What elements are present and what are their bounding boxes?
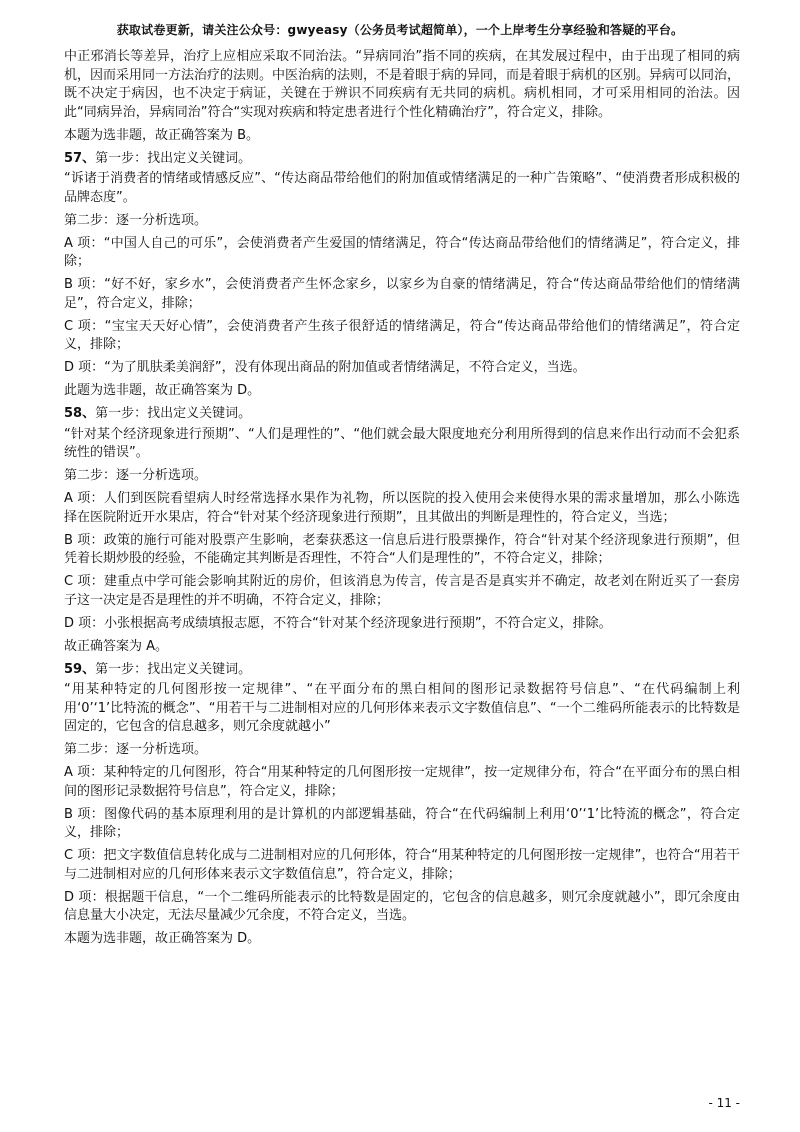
q57-keywords: “诉诸于消费者的情绪或情感反应”、“传达商品带给他们的附加值或情绪满足的一种广告策略”、“使消费者形成积极的品牌态度”。 <box>64 171 740 205</box>
q59-option-b: B 项：图像代码的基本原理利用的是计算机的内部逻辑基础，符合“在代码编制上利用‘0’‘1’比特流的概念”，符合定义，排除； <box>64 806 740 840</box>
q58-step1: 第一步：找出定义关键词。 <box>95 406 252 421</box>
q59-option-a: A 项：某种特定的几何图形，符合“用某种特定的几何图形按一定规律”，按一定规律分布，符合“在平面分布的黑白相间的图形记录数据符号信息”，符合定义，排除； <box>64 765 740 799</box>
q57-step2: 第二步：逐一分析选项。 <box>64 212 208 228</box>
q57-number: 57、 <box>64 150 96 166</box>
q59-heading <box>64 661 740 680</box>
q59-keywords: “用某种特定的几何图形按一定规律”、“在平面分布的黑白相间的图形记录数据符号信息”、“在代码编制上利用‘0’‘1’比特流的概念”、“用若干与二进制相对应的几何形体来表示文字数值信息”、“一个二维码所能表示的比特数是固定的，它包含的信息越多，则冗余度就越小” <box>64 682 740 734</box>
q57-option-d: D 项：“为了肌肤柔美润舒”，没有体现出商品的附加值或者情绪满足，不符合定义，当选。 <box>64 360 586 375</box>
q58-number: 58、 <box>64 406 96 421</box>
q58-keywords: “针对某个经济现象进行预期”、“人们是理性的”、“他们就会最大限度地充分利用所得到的信息来作出行动而不会犯系统性的错误”。 <box>64 426 740 460</box>
document-body <box>64 48 740 953</box>
q59-option-d: D 项：根据题干信息，“一个二维码所能表示的比特数是固定的，它包含的信息越多，则冗余度就越小”，即冗余度由信息量大小决定，无法尽量减少冗余度，不符合定义，当选。 <box>64 889 740 923</box>
q59-answer: 本题为选非题，故正确答案为 D。 <box>64 931 261 946</box>
q58-step2: 第二步：逐一分析选项。 <box>64 468 208 483</box>
q58-option-b: B 项：政策的施行可能对股票产生影响，老秦获悉这一信息后进行股票操作，符合“针对某个经济现象进行预期”，但凭着长期炒股的经验，不能确定其判断是否理性，不符合“人们是理性的”，不符合定义，排除； <box>64 532 740 566</box>
page-number: - 11 - <box>708 1096 740 1110</box>
q58-answer: 故正确答案为 A。 <box>64 638 169 654</box>
q56-answer: 本题为选非题，故正确答案为 B。 <box>64 127 260 143</box>
q58-option-a: A 项：人们到医院看望病人时经常选择水果作为礼物，所以医院的投入使用会来使得水果的需求量增加，那么小陈选择在医院附近开水果店，符合“针对某个经济现象进行预期”，且其做出的判断是理性的，符合定义，当选； <box>64 491 740 525</box>
q59-step2: 第二步：逐一分析选项。 <box>64 742 208 757</box>
q57-answer: 此题为选非题，故正确答案为 D。 <box>64 383 261 398</box>
q58-option-d: D 项：小张根据高考成绩填报志愿，不符合“针对某个经济现象进行预期”，不符合定义，排除。 <box>64 615 612 631</box>
page-header: 获取试卷更新，请关注公众号：gwyeasy（公务员考试超简单），一个上岸考生分享经验和答疑的平台。 <box>116 23 684 37</box>
q59-number: 59、 <box>64 661 96 677</box>
q57-step1: 第一步：找出定义关键词。 <box>95 150 252 166</box>
q57-option-a: A 项：“中国人自己的可乐”，会使消费者产生爱国的情绪满足，符合“传达商品带给他们的情绪满足”，符合定义，排除； <box>64 235 740 269</box>
q59-option-c: C 项：把文字数值信息转化成与二进制相对应的几何形体，符合“用某种特定的几何图形按一定规律”，也符合“用若干与二进制相对应的几何形体来表示文字数值信息”，符合定义，排除； <box>64 848 740 882</box>
q57-heading <box>64 150 740 169</box>
q56-explanation: 中正邪消长等差异，治疗上应相应采取不同治法。“异病同治”指不同的疾病，在其发展过程中，由于出现了相同的病机，因而采用同一方法治疗的法则。中医治病的法则，不是着眼于病的异同，而是着眼于病机的区别。异病可以同治，既不决定于病因，也不决定于病证，关键在于辨识不同疾病有无共同的病机。病机相同，才可采用相同的治法。因此“同病异治，异病同治”符合“实现对疾病和特定患者进行个性化精确治疗”，符合定义，排除。 <box>64 49 741 120</box>
q57-option-b: B 项：“好不好，家乡水”，会使消费者产生怀念家乡，以家乡为自豪的情绪满足，符合“传达商品带给他们的情绪满足”，符合定义，排除； <box>64 277 740 311</box>
q58-option-c: C 项：建重点中学可能会影响其附近的房价，但该消息为传言，传言是否是真实并不确定，故老刘在附近买了一套房子这一决定是否是理性的并不明确，不符合定义，排除； <box>64 574 740 608</box>
q57-option-c: C 项：“宝宝天天好心情”，会使消费者产生孩子很舒适的情绪满足，符合“传达商品带给他们的情绪满足”，符合定义，排除； <box>64 318 740 352</box>
q58-heading <box>64 405 740 424</box>
q59-step1: 第一步：找出定义关键词。 <box>95 661 252 677</box>
